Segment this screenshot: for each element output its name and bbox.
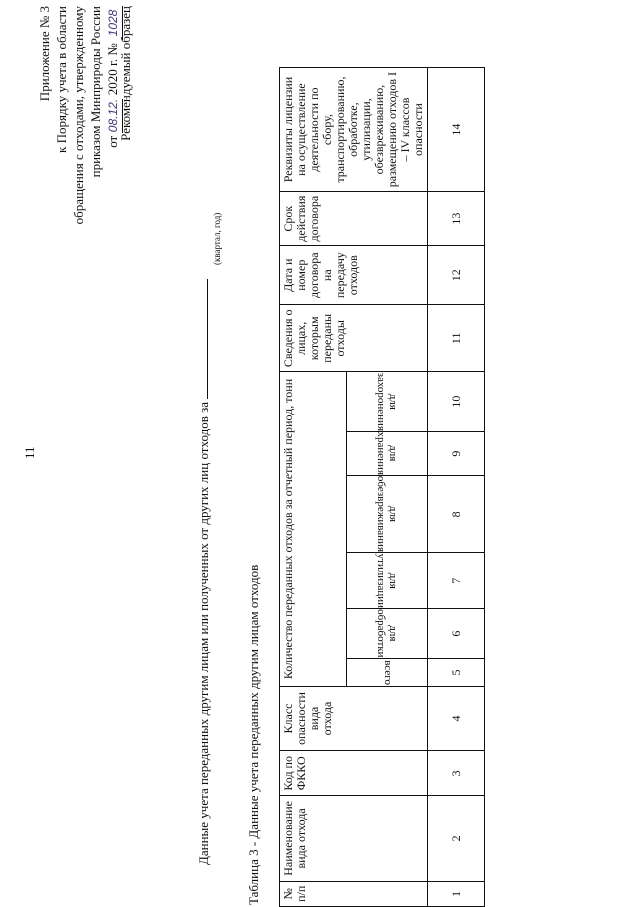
header-recipients: Сведения о лицах, которым переданы отходы bbox=[280, 305, 428, 372]
table-header-row bbox=[280, 68, 347, 907]
appendix-block bbox=[36, 6, 123, 336]
period-hint: (квартал, год) bbox=[212, 212, 222, 265]
column-number: 13 bbox=[428, 192, 485, 246]
column-number: 1 bbox=[428, 881, 485, 906]
subheader-burial: для захоронения bbox=[347, 372, 428, 431]
header-quantity: Количество переданных отходов за отчетный период, тонн bbox=[280, 372, 347, 686]
column-number: 4 bbox=[428, 686, 485, 751]
header-validity: Срок действия договора bbox=[280, 192, 428, 246]
column-number: 8 bbox=[428, 476, 485, 553]
subheader-utilization: для утилизации bbox=[347, 553, 428, 608]
header-license: Реквизиты лицензии на осуществление деятельности по сбору, транспортированию, обработке, утилизации, обезвреживанию, размещению отходов I – IV классов опасности bbox=[280, 68, 428, 192]
column-number: 7 bbox=[428, 553, 485, 608]
date-year: 2020 г. bbox=[105, 58, 120, 96]
appendix-title: Приложение № 3 bbox=[37, 6, 52, 102]
header-num: № п/п bbox=[280, 881, 428, 906]
report-title bbox=[196, 279, 212, 865]
subheader-storage: для хранения bbox=[347, 431, 428, 475]
column-number: 2 bbox=[428, 796, 485, 881]
column-number: 14 bbox=[428, 68, 485, 192]
number-prefix: № bbox=[105, 43, 120, 56]
recommended-sample-label: Рекомендуемый образец bbox=[118, 6, 133, 141]
column-number-row bbox=[428, 68, 485, 907]
column-number: 10 bbox=[428, 372, 485, 431]
period-blank-line bbox=[207, 279, 208, 399]
subheader-total: всего bbox=[347, 659, 428, 686]
appendix-line: приказом Минприроды России bbox=[88, 6, 103, 178]
column-number: 5 bbox=[428, 659, 485, 686]
header-waste-name: Наименование вида отхода bbox=[280, 796, 428, 881]
date-prefix: от bbox=[105, 135, 120, 148]
header-contract: Дата и номер договора на передачу отходов bbox=[280, 246, 428, 305]
column-number: 11 bbox=[428, 305, 485, 372]
header-fkko-code: Код по ФККО bbox=[280, 751, 428, 796]
appendix-line: обращения с отходами, утвержденному bbox=[71, 6, 86, 225]
column-number: 6 bbox=[428, 608, 485, 658]
waste-transfer-table bbox=[279, 67, 485, 907]
subheader-neutralization: для обезвреживания bbox=[347, 476, 428, 553]
subheader-processing: для обработки bbox=[347, 608, 428, 658]
header-hazard-class: Класс опасности вида отхода bbox=[280, 686, 428, 751]
appendix-line: к Порядку учета в области bbox=[54, 6, 69, 153]
report-title-text: Данные учета переданных другим лицам или полученных от других лиц отходов за bbox=[196, 401, 211, 865]
column-number: 12 bbox=[428, 246, 485, 305]
column-number: 3 bbox=[428, 751, 485, 796]
handwritten-date: 08.12. bbox=[105, 99, 123, 133]
handwritten-number: 1028 bbox=[105, 6, 123, 40]
column-number: 9 bbox=[428, 431, 485, 475]
page-number: 11 bbox=[22, 446, 37, 459]
table-caption: Таблица 3 - Данные учета переданных другим лицам отходов bbox=[246, 564, 261, 905]
